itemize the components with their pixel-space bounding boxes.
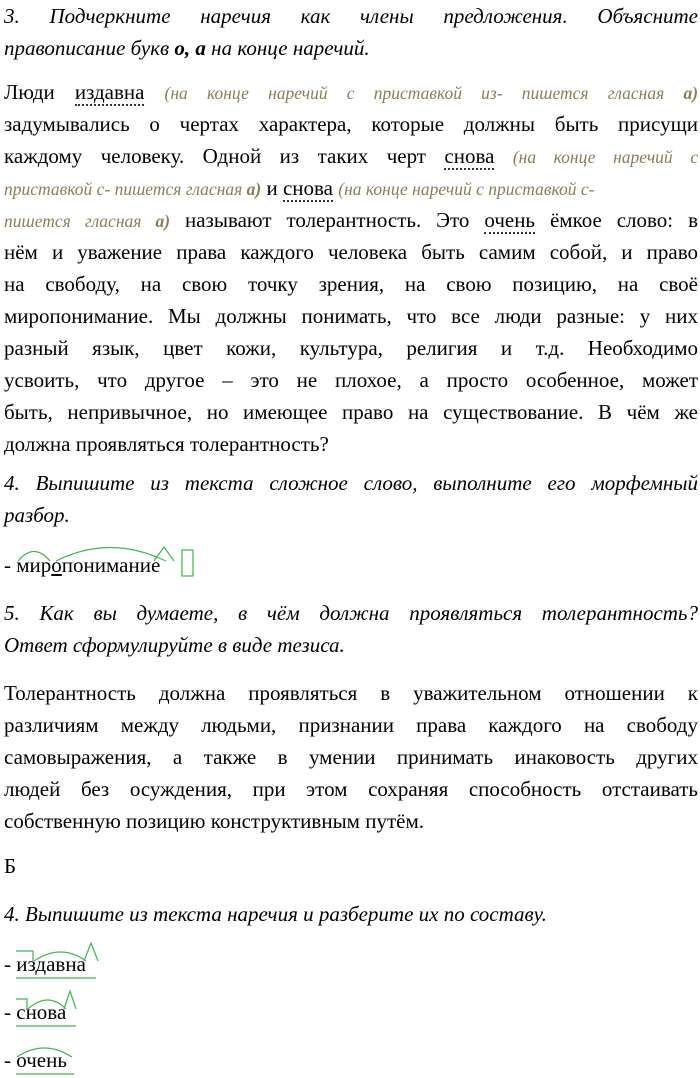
adverb-text: издавна	[16, 952, 86, 976]
answer-line-3: самовыражения, а также в умении принимать инаковость других	[4, 745, 698, 769]
list-dash: -	[4, 952, 17, 976]
task5-answer	[4, 677, 698, 837]
spelling-note	[4, 179, 261, 199]
note-letter: а)	[155, 211, 171, 231]
task4a-line1: 4. Выпишите из текста сложное слово, выполните его морфемный	[4, 471, 698, 495]
adverb-underlined: очень	[484, 208, 536, 232]
text-line-6: нём и уважение права каждого человека быть самим собой, и право	[4, 240, 698, 264]
morpheme-ending: е	[150, 553, 161, 577]
task4b-line1: 4. Выпишите из текста наречия и разберите их по составу.	[4, 902, 547, 926]
task4a-line2: разбор.	[4, 503, 70, 527]
ending-box	[182, 550, 193, 576]
adverb-item	[4, 947, 86, 981]
text-line-1	[4, 76, 698, 108]
text-line-4	[4, 172, 698, 204]
task3-heading-line1: 3. Подчеркните наречия как члены предложения. Объясните	[4, 4, 698, 28]
note-text: (на конце наречий с приставкой из- пишется гласная	[164, 83, 665, 103]
task3-heading-part: на конце наречий.	[205, 36, 370, 60]
adverb-underlined: издавна	[74, 80, 145, 104]
task3-text	[4, 76, 698, 460]
morpheme-root: понимани	[61, 553, 151, 577]
adverb-word	[16, 1043, 67, 1077]
list-dash: -	[4, 1000, 17, 1024]
text-line-2: задумывались о чертах характера, которые должны быть присущи	[4, 112, 698, 136]
note-letter: а)	[683, 83, 699, 103]
morpheme-root: мир	[16, 553, 52, 577]
text-line-3	[4, 140, 698, 172]
adverb-word	[16, 947, 86, 981]
text-line-8: миропонимание. Мы должны понимать, что все люди разные: у них	[4, 304, 698, 328]
text-fragment: и	[261, 176, 283, 200]
spelling-note: (на конце наречий с приставкой с-	[338, 179, 595, 199]
answer-line-4: людей без осуждения, при этом сохраняя способность отстаивать	[4, 777, 698, 801]
adverb-word	[16, 995, 66, 1029]
compound-word-line	[4, 548, 160, 582]
text-line-12: должна проявляться толерантность?	[4, 432, 329, 456]
text-fragment: каждому человеку. Одной из таких черт	[4, 144, 445, 168]
task3-heading	[4, 0, 698, 64]
adverb-item	[4, 1043, 67, 1077]
adverb-item	[4, 995, 66, 1029]
note-text: пишется гласная	[4, 211, 142, 231]
spelling-note	[4, 211, 170, 231]
task3-heading-line2	[4, 32, 698, 64]
text-line-7: на свободу, на свою точку зрения, на свою позицию, на своё	[4, 272, 698, 296]
note-text: приставкой с- пишется гласная	[4, 179, 243, 199]
task4a-heading	[4, 467, 698, 531]
text-line-10: усвоить, что другое – это не плохое, а просто особенное, может	[4, 368, 698, 392]
note-letter: а)	[246, 179, 262, 199]
morpheme-connecting-vowel: о	[51, 553, 62, 577]
adverb-underlined: снова	[444, 144, 495, 168]
text-line-11: быть, непривычное, но имеющее право на существование. В чём же	[4, 400, 698, 424]
spelling-note: (на конце наречий с	[512, 147, 698, 167]
task4b-heading	[4, 898, 698, 930]
adverb-text: очень	[16, 1048, 67, 1072]
text-fragment: Люди	[4, 80, 75, 104]
adverb-underlined: снова	[282, 176, 334, 200]
suffix-mark	[84, 943, 98, 961]
task5-heading	[4, 597, 698, 661]
list-dash: -	[4, 553, 17, 577]
answer-line-5: собственную позицию конструктивным путём.	[4, 809, 424, 833]
spelling-note	[165, 83, 698, 103]
task5-line1: 5. Как вы думаете, в чём должна проявляться толерантность?	[4, 601, 698, 625]
task3-heading-part: правописание букв	[4, 36, 175, 60]
adverb-text: снова	[16, 1000, 67, 1024]
text-fragment: называют толерантность. Это	[170, 208, 485, 232]
text-fragment: ёмкое слово: в	[535, 208, 698, 232]
task5-line2: Ответ сформулируйте в виде тезиса.	[4, 633, 345, 657]
answer-line-2: различиям между людьми, признании права каждого на свободу	[4, 713, 698, 737]
compound-word	[16, 548, 160, 582]
text-line-5	[4, 204, 698, 236]
task3-heading-bold-letters: о, а	[174, 36, 206, 60]
text-line-9: разный язык, цвет кожи, культура, религия и т.д. Необходимо	[4, 336, 698, 360]
answer-line-1: Толерантность должна проявляться в уважительном отношении к	[4, 681, 698, 705]
variant-letter: Б	[4, 854, 17, 878]
list-dash: -	[4, 1048, 17, 1072]
